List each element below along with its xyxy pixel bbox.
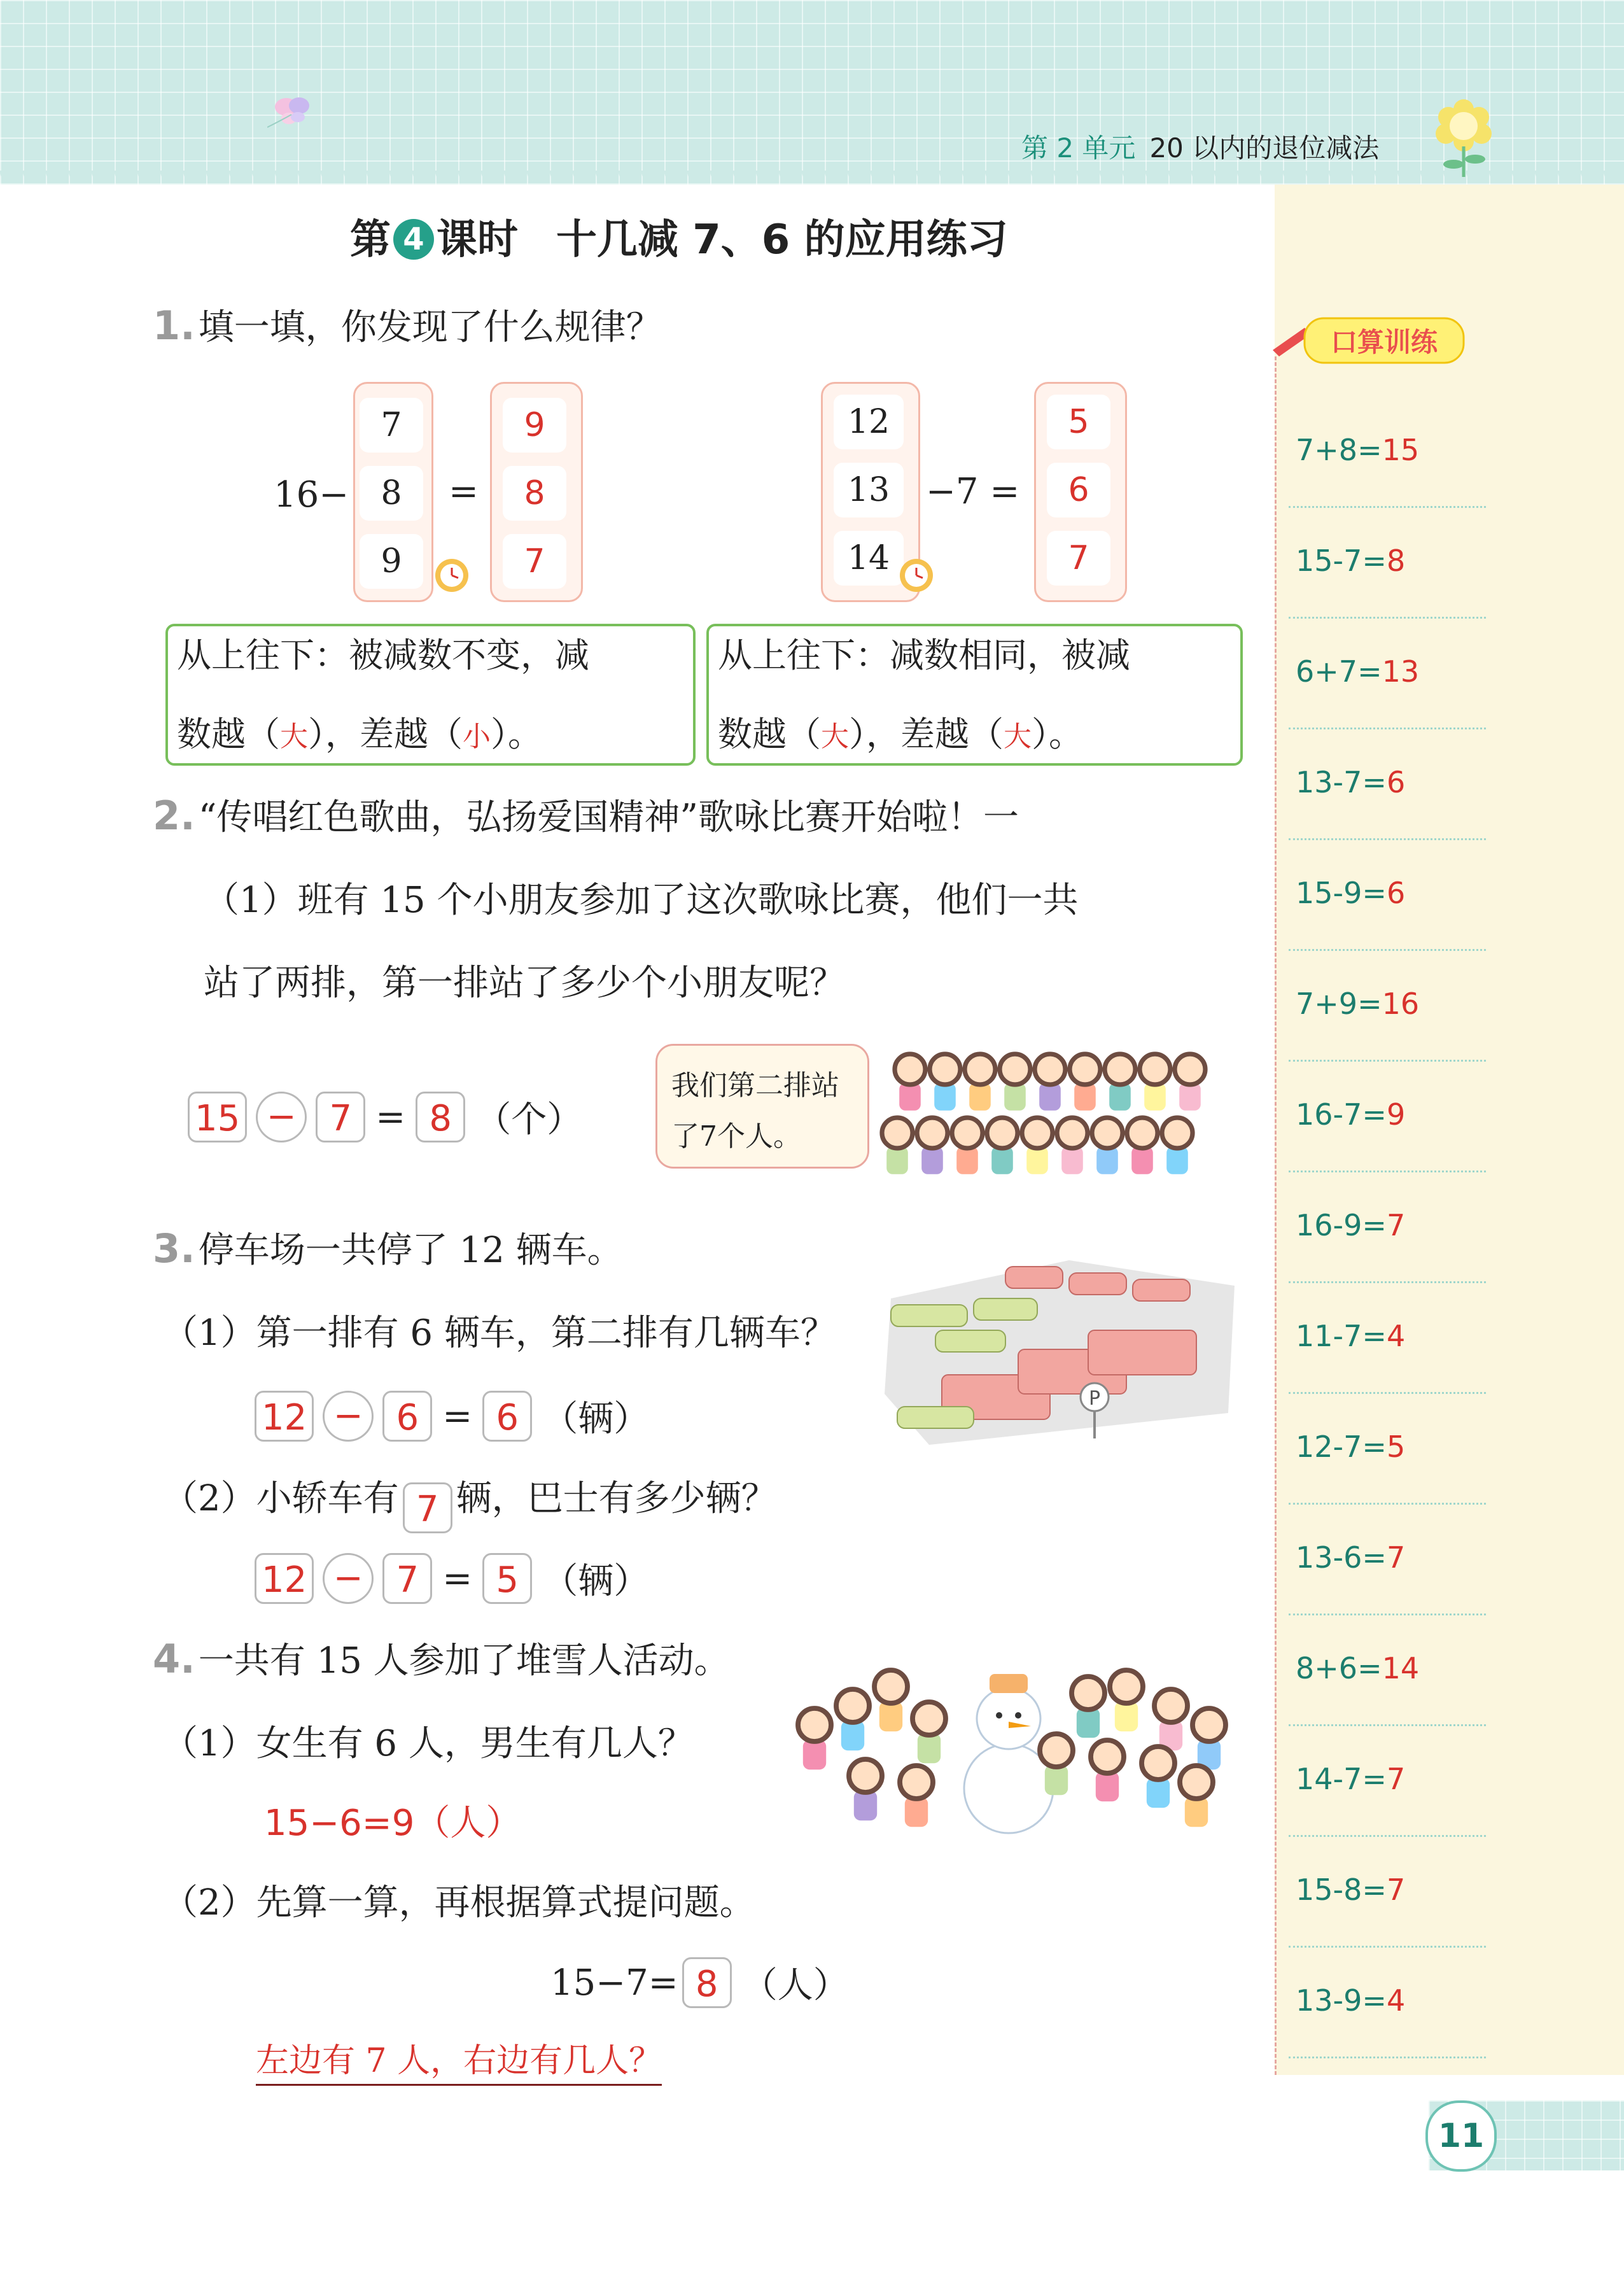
q1-rule-right-answer: 大	[821, 721, 849, 753]
oral-calc-divider	[1289, 1171, 1486, 1172]
q2-bubble-line2: 了7个人。	[671, 1120, 801, 1153]
oral-calc-expression: 7+9=	[1296, 987, 1382, 1021]
q4-equation	[550, 1957, 859, 2008]
oral-calc-answer: 9	[1386, 1097, 1406, 1132]
q1-left-equals: =	[449, 471, 479, 512]
q3-eq2-operator: −	[323, 1553, 374, 1604]
oral-calc-divider	[1289, 2057, 1486, 2058]
q2-equation	[188, 1092, 592, 1143]
q4-part1-answer: 15−6=9（人）	[264, 1803, 522, 1844]
q1-left-subtrahend: 9	[360, 534, 423, 589]
oral-calc-divider	[1289, 617, 1486, 619]
oral-calc-answer: 5	[1386, 1430, 1406, 1464]
q2-eq-b: 7	[316, 1092, 365, 1143]
oral-calc-divider	[1289, 838, 1486, 840]
q2-text: “传唱红色歌曲，弘扬爱国精神”歌咏比赛开始啦！一	[198, 797, 1019, 838]
oral-calc-item	[1296, 1983, 1487, 2018]
q1-right-minuend: 12	[834, 395, 904, 449]
oral-calc-badge	[1266, 312, 1483, 369]
q4-text: 一共有 15 人参加了堆雪人活动。	[198, 1640, 730, 1682]
oral-calc-answer: 13	[1382, 654, 1420, 689]
oral-calc-expression: 8+6=	[1296, 1651, 1382, 1685]
oral-calc-expression: 12-7=	[1296, 1430, 1387, 1464]
q1-right-answer: 7	[1047, 531, 1110, 586]
q3-text: 停车场一共停了 12 辆车。	[198, 1230, 623, 1271]
oral-calc-item	[1296, 1540, 1487, 1575]
sunflower-icon	[1425, 95, 1502, 178]
oral-calc-expression: 15-8=	[1296, 1873, 1387, 1907]
q2-eq-unit: （个）	[475, 1099, 583, 1141]
oral-calc-item	[1296, 1651, 1487, 1685]
q2-line1	[153, 789, 1019, 840]
q1-number: 1.	[153, 302, 195, 349]
oral-calc-item	[1296, 876, 1487, 910]
oral-calc-answer: 6	[1386, 765, 1406, 799]
q1-right-minuend: 13	[834, 463, 904, 517]
oral-calc-item	[1296, 765, 1487, 799]
q3-eq1-a: 12	[255, 1391, 314, 1442]
title-topic: 十几减 7、6 的应用练习	[556, 216, 1008, 264]
q1-right-minuend: 14	[834, 531, 904, 586]
q1-rule-left-line2: 数越（大），差越（小）。	[177, 714, 542, 754]
oral-calc-answer: 7	[1386, 1540, 1406, 1575]
oral-calc-answer: 7	[1386, 1873, 1406, 1907]
choir-children-illustration	[872, 1031, 1215, 1190]
q3-eq2-b: 7	[382, 1553, 432, 1604]
q1-left-subtrahend: 8	[360, 466, 423, 521]
page-number: 11	[1425, 2100, 1497, 2172]
q1-rule-left-answer: 小	[463, 721, 491, 753]
q3-part1: （1）第一排有 6 辆车，第二排有几辆车？	[162, 1312, 836, 1354]
q2-eq-equals: =	[375, 1096, 406, 1138]
oral-calc-item	[1296, 1430, 1487, 1464]
q4-number: 4.	[153, 1636, 195, 1682]
oral-calc-answer: 7	[1386, 1762, 1406, 1796]
q2-eq-a: 15	[188, 1092, 247, 1143]
unit-heading	[1021, 127, 1379, 165]
q1-rule-left-answer: 大	[280, 721, 308, 753]
oral-calc-answer: 16	[1382, 987, 1420, 1021]
oral-calc-expression: 15-7=	[1296, 544, 1387, 578]
lesson-number-badge: 4	[393, 219, 434, 260]
q4-eq-result: 8	[682, 1957, 732, 2008]
oral-calc-divider	[1289, 1060, 1486, 1062]
oral-calc-answer: 4	[1386, 1319, 1406, 1353]
oral-calc-answer: 15	[1382, 433, 1420, 467]
oral-calc-item	[1296, 544, 1487, 578]
oral-calc-divider	[1289, 1724, 1486, 1726]
oral-calc-divider	[1289, 728, 1486, 729]
parking-lot-illustration	[878, 1248, 1241, 1458]
q1-right-answer: 6	[1047, 463, 1110, 517]
q2-eq-operator: −	[256, 1092, 307, 1143]
oral-calc-answer: 7	[1386, 1208, 1406, 1242]
oral-calc-item	[1296, 1097, 1487, 1132]
q3-eq1-b: 6	[382, 1391, 432, 1442]
q4-prompt	[153, 1633, 730, 1684]
header-band	[0, 0, 1624, 185]
q1-text: 填一填，你发现了什么规律？	[198, 307, 662, 348]
oral-calc-expression: 7+8=	[1296, 433, 1382, 467]
q2-bubble-line1: 我们第二排站	[671, 1069, 839, 1102]
oral-calc-expression: 13-6=	[1296, 1540, 1387, 1575]
q1-right-operator: −7 =	[926, 471, 1020, 512]
q3-eq2-a: 12	[255, 1553, 314, 1604]
oral-calc-expression: 13-7=	[1296, 765, 1387, 799]
q3-eq2-result: 5	[482, 1553, 532, 1604]
q1-rule-left-line1: 从上往下：被减数不变，减	[177, 635, 589, 675]
oral-calc-answer: 6	[1386, 876, 1406, 910]
oral-calc-divider	[1289, 1503, 1486, 1505]
q3-eq1-equals: =	[442, 1395, 473, 1437]
q1-rule-right-line2: 数越（大），差越（大）。	[718, 714, 1083, 754]
oral-calc-answer: 4	[1386, 1983, 1406, 2018]
q3-eq1-unit: （辆）	[542, 1398, 650, 1440]
q1-prompt	[153, 299, 662, 350]
q1-rule-right-answer: 大	[1004, 721, 1032, 753]
snowman-children-illustration	[789, 1629, 1247, 1839]
q3-number: 3.	[153, 1225, 195, 1272]
oral-calc-divider	[1289, 1835, 1486, 1837]
oral-calc-item	[1296, 1873, 1487, 1907]
q3-eq2-equals: =	[442, 1557, 473, 1600]
oral-calc-divider	[1289, 1614, 1486, 1615]
q3-part2-box: 7	[403, 1482, 452, 1533]
q3-part2: （2）小轿车有 7 辆，巴士有多少辆？	[162, 1470, 777, 1533]
title-suffix: 课时	[437, 216, 518, 264]
oral-calc-answer: 8	[1386, 544, 1406, 578]
q4-question-answer: 左边有 7 人，右边有几人？	[256, 2034, 662, 2086]
q3-equation-2	[255, 1553, 659, 1604]
alarm-clock-icon	[891, 547, 942, 598]
q1-right-answer: 5	[1047, 395, 1110, 449]
oral-calc-expression: 14-7=	[1296, 1762, 1387, 1796]
q3-eq1-result: 6	[482, 1391, 532, 1442]
oral-calc-expression: 16-7=	[1296, 1097, 1387, 1132]
q2-speech-bubble	[655, 1044, 869, 1169]
q2-eq-result: 8	[416, 1092, 465, 1143]
oral-calc-divider	[1289, 949, 1486, 951]
unit-label: 第 2 单元	[1021, 132, 1136, 164]
q4-part2: （2）先算一算，再根据算式提问题。	[162, 1882, 755, 1923]
oral-calc-answer: 14	[1382, 1651, 1420, 1685]
q2-number: 2.	[153, 792, 195, 839]
oral-calc-item	[1296, 433, 1487, 467]
parking-sign-label: P	[1088, 1388, 1101, 1410]
q1-left-answer: 8	[503, 466, 566, 521]
q4-eq-expression: 15−7=	[550, 1962, 678, 2004]
sidebar-divider	[1275, 356, 1277, 2075]
alarm-clock-icon	[426, 547, 477, 598]
q1-left-minuend: 16−	[274, 474, 349, 516]
q2-line2: （1）班有 15 个小朋友参加了这次歌咏比赛，他们一共	[204, 880, 1079, 921]
q3-eq1-operator: −	[323, 1391, 374, 1442]
q1-left-answer: 7	[503, 534, 566, 589]
oral-calc-expression: 13-9=	[1296, 1983, 1387, 2018]
q3-eq2-unit: （辆）	[542, 1561, 650, 1602]
title-prefix: 第	[350, 216, 391, 264]
oral-calc-expression: 6+7=	[1296, 654, 1382, 689]
oral-calc-item	[1296, 1762, 1487, 1796]
q4-part1: （1）女生有 6 人，男生有几人？	[162, 1723, 694, 1764]
oral-calc-item	[1296, 987, 1487, 1021]
oral-calc-item	[1296, 654, 1487, 689]
q1-left-answer: 9	[503, 398, 566, 453]
oral-calc-item	[1296, 1319, 1487, 1353]
q1-rule-right-line1: 从上往下：减数相同，被减	[718, 635, 1130, 675]
butterfly-icon	[267, 89, 318, 134]
q3-prompt	[153, 1222, 623, 1273]
q1-left-subtrahend: 7	[360, 398, 423, 453]
badge-label: 口算训练	[1330, 327, 1438, 358]
unit-title: 20 以内的退位减法	[1149, 132, 1380, 164]
lesson-title	[350, 207, 1008, 265]
q3-equation-1	[255, 1391, 659, 1442]
oral-calc-divider	[1289, 1392, 1486, 1394]
q4-eq-unit: （人）	[741, 1965, 849, 2006]
q2-line3: 站了两排，第一排站了多少个小朋友呢？	[204, 962, 845, 1004]
oral-calc-divider	[1289, 1946, 1486, 1948]
oral-calc-divider	[1289, 1281, 1486, 1283]
oral-calc-expression: 11-7=	[1296, 1319, 1387, 1353]
oral-calc-expression: 16-9=	[1296, 1208, 1387, 1242]
oral-calc-divider	[1289, 506, 1486, 508]
oral-calc-expression: 15-9=	[1296, 876, 1387, 910]
oral-calc-item	[1296, 1208, 1487, 1242]
